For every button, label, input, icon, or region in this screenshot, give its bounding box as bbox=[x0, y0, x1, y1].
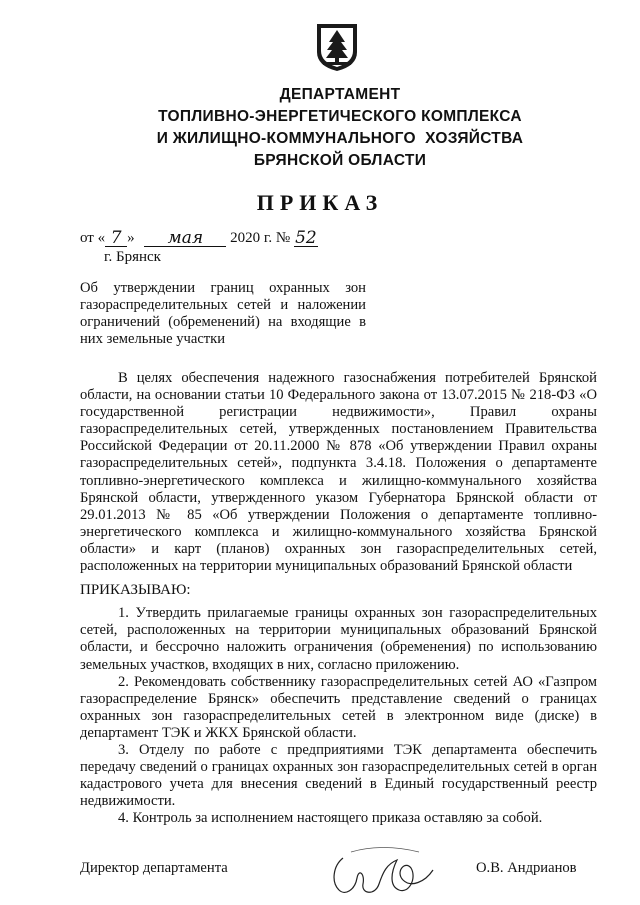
order-subject: Об утверждении границ охранных зон газораспределительных сетей и наложении ограничений (обременений) на входящие в них земельные участки bbox=[80, 280, 366, 347]
header-line-3: И ЖИЛИЩНО-КОММУНАЛЬНОГО ХОЗЯЙСТВА bbox=[156, 130, 524, 147]
order-body bbox=[80, 370, 597, 827]
signatory-position: Директор департамента bbox=[80, 860, 228, 876]
order-item-2: 2. Рекомендовать собственнику газораспределительных сетей АО «Газпром газораспределение Брянск» обеспечить представление сведений о границах охранных зон газораспределительных сетей в электронном виде (диске) в департамент ТЭК и ЖКХ Брянской области. bbox=[80, 673, 597, 741]
header-line-2: ТОПЛИВНО-ЭНЕРГЕТИЧЕСКОГО КОМПЛЕКСА bbox=[158, 108, 522, 125]
order-date-number-line bbox=[80, 228, 318, 247]
order-word: ПРИКАЗЫВАЮ: bbox=[80, 582, 191, 599]
city: г. Брянск bbox=[104, 249, 161, 265]
department-header bbox=[100, 84, 580, 172]
date-day: 7 bbox=[105, 228, 127, 247]
preamble-paragraph: В целях обеспечения надежного газоснабжения потребителей Брянской области, на основании статьи 10 Федерального закона от 13.07.2015 № 218-ФЗ «О государственной регистрации недвижимости», Правил охраны газораспределительных сетей, утвержденных постановлением Правительства Российской Федерации от 20.11.2000 № 878 «Об утверждении Правил охраны газораспределительных сетей», подпункта 3.4.18. Положения о департаменте топливно-энергетического комплекса и жилищно-коммунального хозяйства Брянской области, утвержденного указом Губернатора Брянской области от 29.01.2013 № 85 «Об утверждении Положения о департаменте топливно-энергетического комплекса и жилищно-коммунального хозяйства Брянской области» и карт (планов) охранных зон газораспределительных сетей, расположенных на территории муниципальных образований Брянской области bbox=[80, 370, 597, 575]
date-year: 2020 г. bbox=[230, 230, 273, 246]
order-item-3: 3. Отделу по работе с предприятиями ТЭК департамента обеспечить передачу сведений о границах охранных зон газораспределительных сетей в орган кадастрового учета для внесения сведений в Единый государственный реестр недвижимости. bbox=[80, 741, 597, 810]
order-item-4: 4. Контроль за исполнением настоящего приказа оставляю за собой. bbox=[118, 810, 543, 827]
order-number: 52 bbox=[295, 228, 317, 248]
date-month: мая bbox=[144, 228, 226, 247]
header-line-4: БРЯНСКОЙ ОБЛАСТИ bbox=[253, 152, 427, 169]
document-title: ПРИКАЗ bbox=[256, 190, 384, 215]
number-sign: № bbox=[275, 230, 291, 246]
date-prefix: от « bbox=[80, 230, 106, 246]
handwritten-signature bbox=[325, 838, 445, 900]
order-item-1: 1. Утвердить прилагаемые границы охранных зон газораспределительных сетей, расположенных на территории муниципальных образований Брянской области, и бессрочно наложить ограничения (обременения) по использованию земельных участков, входящих в них, согласно приложению. bbox=[80, 605, 597, 673]
signatory-name: О.В. Андрианов bbox=[476, 860, 577, 876]
header-line-1: ДЕПАРТАМЕНТ bbox=[279, 86, 401, 103]
coat-of-arms-emblem bbox=[315, 22, 359, 72]
date-quote-close: » bbox=[127, 230, 135, 246]
